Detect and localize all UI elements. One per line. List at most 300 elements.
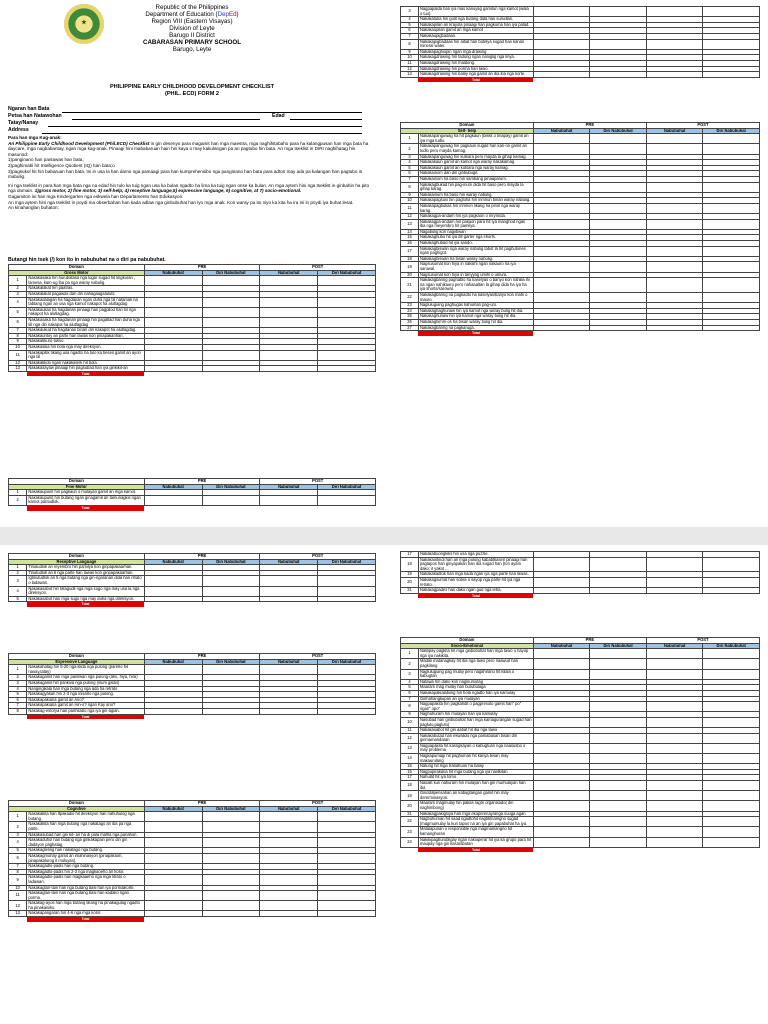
post-header: POST	[260, 554, 376, 560]
item-number: 10	[401, 717, 419, 727]
check-cell[interactable]	[533, 781, 590, 791]
check-cell[interactable]	[703, 717, 760, 727]
parent-field[interactable]	[48, 126, 362, 127]
check-cell[interactable]	[590, 791, 647, 801]
check-cell[interactable]	[260, 576, 318, 586]
check-cell[interactable]	[646, 801, 703, 811]
check-cell[interactable]	[646, 733, 703, 743]
check-cell[interactable]	[144, 276, 202, 286]
check-cell[interactable]	[318, 276, 376, 286]
item-number: 14	[401, 229, 419, 235]
column-header-not-done: Diri Nabubuhat	[590, 128, 647, 134]
check-cell[interactable]	[318, 812, 376, 822]
age-field[interactable]	[290, 119, 362, 120]
check-cell[interactable]	[202, 586, 260, 596]
check-cell[interactable]	[260, 317, 318, 327]
check-cell[interactable]	[703, 733, 760, 743]
check-cell[interactable]	[202, 838, 260, 848]
item-description: Nakakaupigbadaas.	[418, 33, 533, 39]
column-header-done: Nabubuhat	[144, 659, 202, 665]
birthdate-field[interactable]	[72, 119, 260, 120]
item-description: Nakakagbukad hin pag-inum dida hit baso pero mayda la gihap karag.	[418, 182, 533, 192]
check-cell[interactable]	[260, 891, 318, 901]
check-cell[interactable]	[590, 702, 647, 712]
item-description: Nakakatuka hin gulit nga butang dida han surudlan.	[418, 17, 533, 23]
check-cell[interactable]	[533, 837, 590, 847]
name-field[interactable]	[62, 112, 362, 113]
instruction-3: 3)pagsukol hit hin babaruan han bata. Ini in usa la han damo nga pamaagi para han kumprehensibo nga panginano han bata para adton may ada pa kalangan han pagtubo in mabulig.	[8, 168, 363, 180]
item-number: 2	[9, 675, 27, 681]
item-description: Nangingikala han mga butang nga ada ha retrato	[27, 686, 144, 692]
check-cell[interactable]	[646, 817, 703, 827]
check-cell[interactable]	[144, 853, 202, 863]
check-cell[interactable]	[646, 293, 703, 303]
total-label: Total	[418, 847, 533, 852]
item-number: 5	[401, 22, 419, 28]
check-cell[interactable]	[646, 577, 703, 587]
check-cell[interactable]	[144, 576, 202, 586]
check-cell[interactable]	[533, 557, 590, 572]
check-cell[interactable]	[202, 495, 260, 505]
check-cell[interactable]	[703, 293, 760, 303]
item-description: Nagpapalda han iya mas kanuyag gamitun nga kamot (wala o tuo).	[418, 7, 533, 17]
name-label: Ngaran han Bata	[8, 106, 50, 112]
total-spacer	[401, 847, 419, 852]
check-cell[interactable]	[590, 801, 647, 811]
item-number: 2	[9, 570, 27, 576]
total-cell	[202, 917, 260, 922]
check-cell[interactable]	[260, 495, 318, 505]
item-number: 4	[9, 838, 27, 848]
item-number: 5	[401, 685, 419, 691]
check-cell[interactable]	[260, 838, 318, 848]
instruction-2: 2)paghimabi hit Intelligence Quotient (IQ) han bata;o	[8, 162, 115, 168]
check-cell[interactable]	[703, 7, 760, 17]
item-description: Nakakapangaran hin 4-6 nga mga kolor.	[27, 911, 144, 917]
check-cell[interactable]	[260, 297, 318, 307]
total-cell	[260, 917, 318, 922]
checklist-row	[401, 144, 760, 154]
check-cell[interactable]	[533, 203, 590, 213]
check-cell[interactable]	[646, 659, 703, 669]
checklist-row	[401, 837, 760, 847]
item-description: Igtinutudlok an 5 nga butang nga gin-ngaranan dida han ritrato o ladawan.	[27, 576, 144, 586]
check-cell[interactable]	[590, 717, 647, 727]
item-number: 18	[401, 781, 419, 791]
total-label: Total	[27, 371, 144, 376]
item-description: Nakakaupunit hin butang ngan ginagamit an tamunagkis ngan kamot pantudlok.	[27, 495, 144, 505]
check-cell[interactable]	[646, 262, 703, 272]
item-number: 16	[401, 769, 419, 775]
check-cell[interactable]	[646, 203, 703, 213]
check-cell[interactable]	[318, 901, 376, 911]
check-cell[interactable]	[260, 307, 318, 317]
check-cell[interactable]	[646, 278, 703, 293]
item-description: Nakakapakialabiing hin bola ngadto han iya kamulay	[418, 690, 533, 696]
item-number: 22	[401, 293, 419, 303]
check-cell[interactable]	[144, 317, 202, 327]
item-number: 23	[401, 303, 419, 309]
item-number: 7	[401, 176, 419, 182]
column-header-done: Nabubuhat	[144, 484, 202, 490]
item-description: Nakakasayaw pinaagi hin pagsubad han iya ginkikit-an	[27, 366, 144, 372]
check-cell[interactable]	[703, 577, 760, 587]
form-title: PHILIPPINE EARLY CHILDHOOD DEVELOPMENT CHECKLIST	[109, 84, 275, 90]
item-number: 3	[401, 154, 419, 160]
pre-header: PRE	[533, 123, 646, 129]
post-header: POST	[260, 265, 376, 271]
check-cell[interactable]	[590, 203, 647, 213]
domain-name: Fine Motor	[9, 484, 145, 490]
item-number: 17	[401, 775, 419, 781]
checklist-row	[401, 791, 760, 801]
check-cell[interactable]	[318, 838, 376, 848]
post-header: POST	[646, 123, 759, 129]
check-cell[interactable]	[318, 853, 376, 863]
check-cell[interactable]	[703, 219, 760, 229]
domain-name: Self- help	[401, 128, 534, 134]
check-cell[interactable]	[590, 219, 647, 229]
check-cell[interactable]	[202, 665, 260, 675]
checklist-row	[401, 702, 760, 712]
total-cell	[260, 714, 318, 719]
check-cell[interactable]	[646, 837, 703, 847]
item-number: 5	[401, 165, 419, 171]
item-number: 13	[401, 743, 419, 753]
check-cell[interactable]	[590, 7, 647, 17]
address-field[interactable]	[42, 133, 362, 134]
item-number: 16	[401, 241, 419, 247]
page-1	[0, 0, 384, 527]
check-cell[interactable]	[533, 134, 590, 144]
check-cell[interactable]	[703, 837, 760, 847]
item-number: 1	[9, 665, 27, 675]
check-cell[interactable]	[260, 822, 318, 832]
check-cell[interactable]	[703, 827, 760, 837]
total-cell	[202, 505, 260, 510]
check-cell[interactable]	[144, 822, 202, 832]
item-description: Nakakagadlo-padis han nga butang.	[27, 864, 144, 870]
check-cell[interactable]	[144, 901, 202, 911]
check-cell[interactable]	[533, 7, 590, 17]
check-cell[interactable]	[703, 144, 760, 154]
check-cell[interactable]	[646, 781, 703, 791]
item-number: 9	[9, 339, 27, 345]
item-description: Nakakagsumat han sobra o sayop nga parte hit iya nga retrato.	[418, 577, 533, 587]
item-number: 15	[401, 235, 419, 241]
check-cell[interactable]	[646, 743, 703, 753]
check-cell[interactable]	[590, 134, 647, 144]
check-cell[interactable]	[646, 557, 703, 572]
item-description: Nahulat hit iya tomo	[418, 775, 533, 781]
check-cell[interactable]	[590, 743, 647, 753]
check-cell[interactable]	[318, 297, 376, 307]
check-cell[interactable]	[703, 754, 760, 764]
total-cell	[318, 505, 376, 510]
item-number: 21	[401, 588, 419, 594]
check-cell[interactable]	[318, 307, 376, 317]
check-cell[interactable]	[318, 891, 376, 901]
check-cell[interactable]	[144, 495, 202, 505]
check-cell[interactable]	[703, 817, 760, 827]
item-number: 5	[9, 692, 27, 698]
total-label: Total	[418, 331, 533, 336]
item-number: 7	[401, 33, 419, 39]
check-cell[interactable]	[703, 278, 760, 293]
total-cell	[533, 593, 590, 598]
check-cell[interactable]	[590, 182, 647, 192]
check-cell[interactable]	[533, 801, 590, 811]
check-cell[interactable]	[590, 733, 647, 743]
item-description: Nakakalakat hin paatras.	[27, 286, 144, 292]
check-cell[interactable]	[646, 246, 703, 256]
check-cell[interactable]	[144, 350, 202, 360]
total-row	[9, 505, 376, 510]
item-number: 9	[401, 192, 419, 198]
check-cell[interactable]	[646, 39, 703, 49]
check-cell[interactable]	[703, 781, 760, 791]
check-cell[interactable]	[590, 659, 647, 669]
check-cell[interactable]	[590, 817, 647, 827]
check-cell[interactable]	[260, 350, 318, 360]
check-cell[interactable]	[144, 891, 202, 901]
item-description: Nakakapagsusi hin pagtuha hin inmnun binan waray nabulig.	[418, 198, 533, 204]
check-cell[interactable]	[533, 702, 590, 712]
check-cell[interactable]	[144, 838, 202, 848]
check-cell[interactable]	[260, 875, 318, 885]
check-cell[interactable]	[646, 754, 703, 764]
check-cell[interactable]	[318, 586, 376, 596]
item-number: 10	[9, 885, 27, 891]
check-cell[interactable]	[533, 219, 590, 229]
check-cell[interactable]	[260, 276, 318, 286]
check-cell[interactable]	[533, 669, 590, 679]
item-number: 18	[401, 256, 419, 262]
item-description: Nakakapanguwag hin pagkaun sugad han kan-on gamit an tudlo pero mayda kamag.	[418, 144, 533, 154]
page-2	[384, 0, 768, 527]
check-cell[interactable]	[590, 39, 647, 49]
total-cell	[202, 714, 260, 719]
item-description: Nakakagpa-andam hin iya pagkaon o mrynnda.	[418, 214, 533, 220]
check-cell[interactable]	[202, 853, 260, 863]
check-cell[interactable]	[533, 659, 590, 669]
total-spacer	[9, 917, 27, 922]
item-description: Nakakaghimm-os ha bisan waray bulig hit iba.	[418, 319, 533, 325]
check-cell[interactable]	[533, 246, 590, 256]
column-header-done: Nabubuhat	[260, 484, 318, 490]
check-cell[interactable]	[703, 246, 760, 256]
check-cell[interactable]	[590, 577, 647, 587]
checklist-row	[9, 838, 376, 848]
checklist-row	[401, 817, 760, 827]
check-cell[interactable]	[533, 39, 590, 49]
checklist-row	[401, 293, 760, 303]
item-number: 1	[9, 812, 27, 822]
checklist-row	[401, 781, 760, 791]
check-cell[interactable]	[260, 586, 318, 596]
check-cell[interactable]	[202, 875, 260, 885]
check-cell[interactable]	[703, 203, 760, 213]
check-cell[interactable]	[703, 39, 760, 49]
total-cell	[202, 602, 260, 607]
check-cell[interactable]	[646, 219, 703, 229]
check-cell[interactable]	[590, 649, 647, 659]
item-number: 3	[401, 669, 419, 679]
check-cell[interactable]	[703, 659, 760, 669]
check-cell[interactable]	[646, 649, 703, 659]
item-number: 13	[401, 219, 419, 229]
check-cell[interactable]	[144, 297, 202, 307]
check-cell[interactable]	[202, 576, 260, 586]
check-cell[interactable]	[260, 853, 318, 863]
check-cell[interactable]	[202, 317, 260, 327]
check-cell[interactable]	[144, 875, 202, 885]
item-description: Nakakasubad han gin kit- an ha di pala malha nga panahon.	[27, 832, 144, 838]
check-cell[interactable]	[202, 822, 260, 832]
checklist-row	[401, 262, 760, 272]
item-number: 7	[9, 864, 27, 870]
check-cell[interactable]	[703, 669, 760, 679]
check-cell[interactable]	[646, 182, 703, 192]
item-number: 20	[401, 272, 419, 278]
item-number: 5	[9, 848, 27, 854]
total-row	[9, 714, 376, 719]
total-row	[9, 371, 376, 376]
item-number: 9	[401, 49, 419, 55]
check-cell[interactable]	[646, 669, 703, 679]
check-cell[interactable]	[703, 743, 760, 753]
check-cell[interactable]	[202, 350, 260, 360]
check-cell[interactable]	[202, 812, 260, 822]
check-cell[interactable]	[533, 817, 590, 827]
check-cell[interactable]	[646, 144, 703, 154]
check-cell[interactable]	[590, 144, 647, 154]
check-cell[interactable]	[202, 901, 260, 911]
check-cell[interactable]	[318, 576, 376, 586]
check-cell[interactable]	[533, 717, 590, 727]
check-cell[interactable]	[533, 144, 590, 154]
column-header-not-done: Diri Nabubuhat	[202, 559, 260, 565]
check-cell[interactable]	[533, 733, 590, 743]
check-cell[interactable]	[533, 293, 590, 303]
item-description: Nakakagbaring paghablo ha kaselyas o banyo kon nahilia ihi na ngan nahikauro pero nahaaaltan la gihap dida ha iya ha iya shorts/sarowal.	[418, 278, 533, 293]
check-cell[interactable]	[646, 827, 703, 837]
check-cell[interactable]	[703, 557, 760, 572]
total-spacer	[9, 505, 27, 510]
check-cell[interactable]	[144, 307, 202, 317]
check-cell[interactable]	[533, 577, 590, 587]
checklist-row	[9, 853, 376, 863]
column-header-not-done: Diri Nabubuhat	[202, 270, 260, 276]
column-header-done: Nabubuhat	[646, 643, 703, 649]
item-number: 5	[9, 596, 27, 602]
check-cell[interactable]	[646, 717, 703, 727]
check-cell[interactable]	[260, 665, 318, 675]
total-cell	[703, 593, 760, 598]
check-cell[interactable]	[590, 827, 647, 837]
check-cell[interactable]	[703, 702, 760, 712]
total-spacer	[9, 371, 27, 376]
item-description: Nagsusumat kon hiya in tanyyag umihi o umura.	[418, 272, 533, 278]
check-cell[interactable]	[703, 801, 760, 811]
check-cell[interactable]	[260, 812, 318, 822]
check-cell[interactable]	[590, 781, 647, 791]
check-cell[interactable]	[533, 182, 590, 192]
check-cell[interactable]	[202, 276, 260, 286]
item-number: 6	[9, 317, 27, 327]
checklist-row	[9, 875, 376, 885]
check-cell[interactable]	[590, 837, 647, 847]
check-cell[interactable]	[703, 649, 760, 659]
check-cell[interactable]	[533, 754, 590, 764]
check-cell[interactable]	[318, 317, 376, 327]
item-description: Nakakagbaring na pagkaruga.	[418, 325, 533, 331]
check-cell[interactable]	[318, 350, 376, 360]
check-cell[interactable]	[533, 278, 590, 293]
check-cell[interactable]	[144, 812, 202, 822]
district-line: Barugo II District	[169, 32, 215, 39]
check-cell[interactable]	[703, 134, 760, 144]
checklist-row	[9, 576, 376, 586]
item-description: Naghuhuram hin mulayan han iya kamulay	[418, 712, 533, 718]
check-cell[interactable]	[318, 875, 376, 885]
check-cell[interactable]	[703, 262, 760, 272]
total-cell	[260, 505, 318, 510]
check-cell[interactable]	[144, 586, 202, 596]
check-cell[interactable]	[533, 262, 590, 272]
item-description: Ginddilipensahan an kabugtangan gamit hin may dererminasyon.	[418, 791, 533, 801]
total-label: Total	[418, 593, 533, 598]
item-description: Nakakapakiana gamit an Ano?	[27, 697, 144, 703]
check-cell[interactable]	[144, 665, 202, 675]
check-cell[interactable]	[318, 495, 376, 505]
check-cell[interactable]	[318, 665, 376, 675]
check-cell[interactable]	[533, 649, 590, 659]
check-cell[interactable]	[202, 297, 260, 307]
check-cell[interactable]	[703, 182, 760, 192]
check-cell[interactable]	[703, 791, 760, 801]
check-cell[interactable]	[590, 754, 647, 764]
domain-header: Domain	[9, 265, 145, 271]
check-cell[interactable]	[590, 278, 647, 293]
item-number: 11	[401, 60, 419, 66]
check-cell[interactable]	[533, 827, 590, 837]
check-cell[interactable]	[590, 669, 647, 679]
check-cell[interactable]	[646, 7, 703, 17]
check-cell[interactable]	[590, 246, 647, 256]
check-cell[interactable]	[590, 557, 647, 572]
check-cell[interactable]	[318, 822, 376, 832]
address-label: Address	[8, 127, 29, 133]
check-cell[interactable]	[646, 702, 703, 712]
parent-label: Tatay/Nanay	[8, 120, 39, 126]
total-label: Total	[27, 505, 144, 510]
total-cell	[703, 331, 760, 336]
column-header-done: Nabubuhat	[144, 559, 202, 565]
check-cell[interactable]	[646, 134, 703, 144]
letterhead	[0, 4, 384, 53]
item-description: Nakakaduhol han butang nga ginkakapain pero diri gin dadayon paghatag.	[27, 838, 144, 848]
check-cell[interactable]	[202, 307, 260, 317]
check-cell[interactable]	[533, 791, 590, 801]
check-cell[interactable]	[590, 262, 647, 272]
check-cell[interactable]	[590, 293, 647, 303]
item-number: 19	[401, 791, 419, 801]
check-cell[interactable]	[202, 891, 260, 901]
check-cell[interactable]	[260, 901, 318, 911]
check-cell[interactable]	[646, 791, 703, 801]
check-cell[interactable]	[533, 743, 590, 753]
